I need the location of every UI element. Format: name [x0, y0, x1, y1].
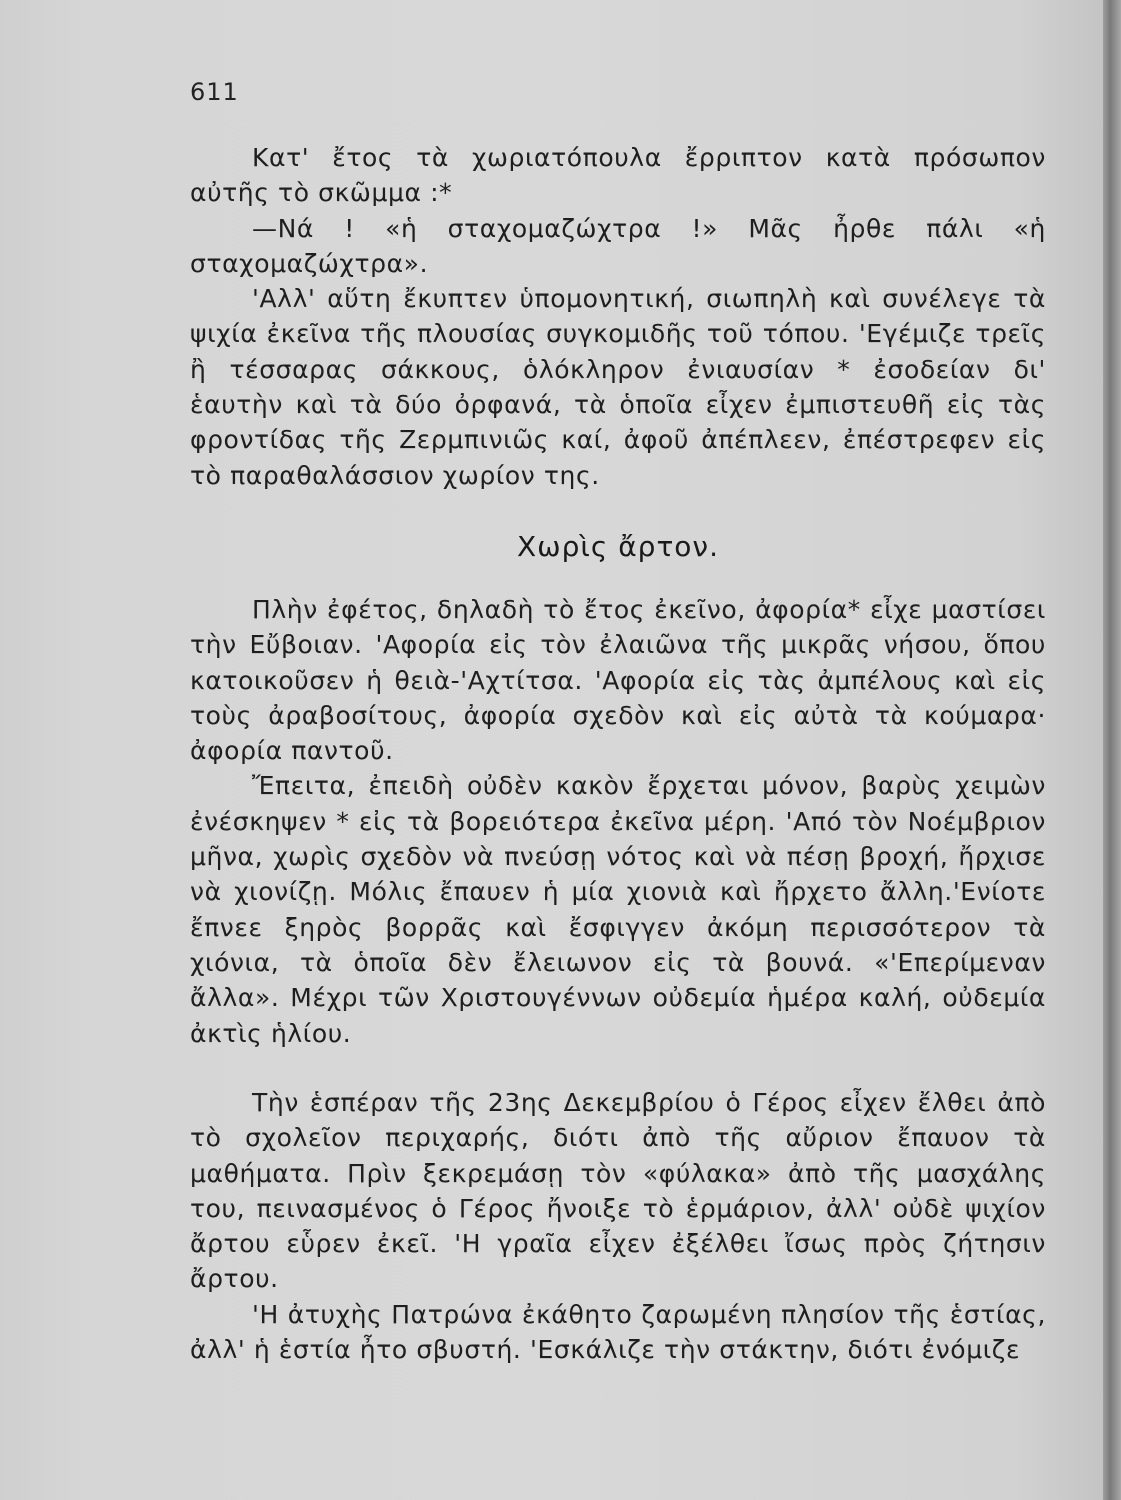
paragraph: —Νά ! «ἡ σταχομαζώχτρα !» Μᾶς ἦρθε πάλι «ἡ σταχομαζώχτρα».: [190, 213, 1046, 278]
paragraph: 'Η ἀτυχὴς Πατρώνα ἐκάθητο ζαρωμένη πλησίον τῆς ἑστίας, ἀλλ' ἡ ἑστία ἦτο σβυστή. 'Εσκάλιζε τὴν στάκτην, διότι ἐνόμιζε: [190, 1299, 1046, 1365]
paragraph: Ἔπειτα, ἐπειδὴ οὐδὲν κακὸν ἔρχεται μόνον, βαρὺς χειμὼν ἐνέσκηψεν * εἰς τὰ βορειότερα ἐκεῖνα μέρη. 'Από τὸν Νοέμβριον μῆνα, χωρὶς σχεδὸν νὰ πνεύσῃ νότος καὶ νὰ πέσῃ βροχή, ἤρχισε νὰ χιονίζῃ. Μόλις ἔπαυεν ἡ μία χιονιὰ καὶ ἤρχετο ἄλλη.'Ενίοτε ἔπνεε ξηρὸς βορρᾶς καὶ ἔσφιγγεν ἀκόμη περισσότερον τὰ χιόνια, τὰ ὁποῖα δὲν ἔλειωνον εἰς τὰ βουνά. «'Επερίμεναν ἄλλα». Μέχρι τῶν Χριστουγέννων οὐδεμία ἡμέρα καλή, οὐδεμία ἀκτὶς ἡλίου.: [190, 771, 1046, 1048]
paragraph: Πλὴν ἐφέτος, δηλαδὴ τὸ ἔτος ἐκεῖνο, ἀφορία* εἶχε μαστίσει τὴν Εὔβοιαν. 'Αφορία εἰς τὸν ἐλαιῶνα τῆς μικρᾶς νήσου, ὅπου κατοικοῦσεν ἡ θειὰ-'Αχτίτσα. 'Αφορία εἰς τὰς ἀμπέλους καὶ εἰς τοὺς ἀραβοσίτους, ἀφορία σχεδὸν καὶ εἰς αὐτὰ τὰ κούμαρα· ἀφορία παντοῦ.: [190, 595, 1046, 766]
paragraph: Κατ' ἔτος τὰ χωριατόπουλα ἔρριπτον κατὰ πρόσωπον αὐτῆς τὸ σκῶμμα :*: [190, 143, 1046, 208]
paragraph: Τὴν ἑσπέραν τῆς 23ης Δεκεμβρίου ὁ Γέρος εἶχεν ἔλθει ἀπὸ τὸ σχολεῖον περιχαρής, διότι ἀπὸ τῆς αὔριον ἔπαυον τὰ μαθήματα. Πρὶν ξεκρεμάσῃ τὸν «φύλακα» ἀπὸ τῆς μασχάλης του, πεινασμένος ὁ Γέρος ἤνοιξε τὸ ἑρμάριον, ἀλλ' οὐδὲ ψιχίον ἄρτου εὗρεν ἐκεῖ. 'Η γραῖα εἶχεν ἐξέλθει ἴσως πρὸς ζήτησιν ἄρτου.: [190, 1088, 1046, 1294]
section-intro: [190, 140, 1046, 493]
section-without-bread: [190, 592, 1046, 1051]
section-heading: Χωρὶς ἄρτον.: [517, 530, 719, 563]
book-binding-edge: [1103, 0, 1121, 1500]
page-number: 611: [190, 78, 239, 106]
section-christmas-eve: [190, 1085, 1046, 1367]
paragraph: 'Αλλ' αὕτη ἔκυπτεν ὑπομονητική, σιωπηλὴ καὶ συνέλεγε τὰ ψιχία ἐκεῖνα τῆς πλουσίας συγκομιδῆς τοῦ τόπου. 'Εγέμιζε τρεῖς ἢ τέσσαρας σάκκους, ὁλόκληρον ἐνιαυσίαν * ἐσοδείαν δι' ἑαυτὴν καὶ τὰ δύο ὀρφανά, τὰ ὁποῖα εἶχεν ἐμπιστευθῆ εἰς τὰς φροντίδας τῆς Ζερμπινιῶς καί, ἀφοῦ ἀπέπλεεν, ἐπέστρεφεν εἰς τὸ παραθαλάσσιον χωρίον της.: [190, 284, 1046, 490]
